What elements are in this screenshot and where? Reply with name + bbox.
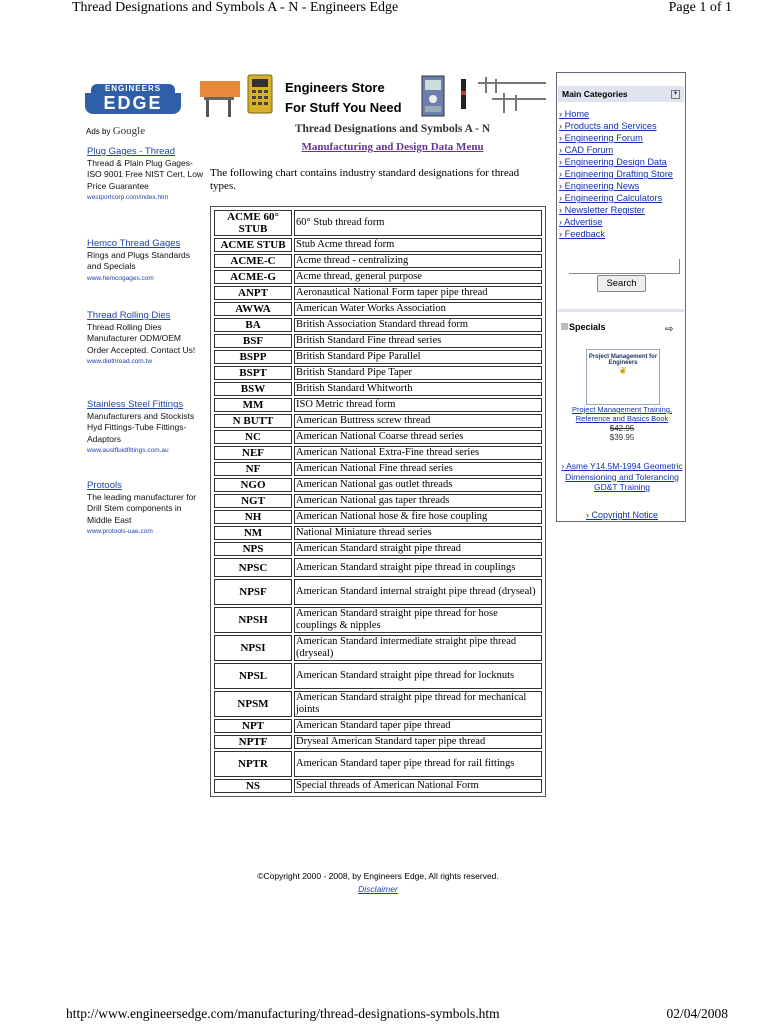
thread-row <box>214 494 542 508</box>
thread-row <box>214 414 542 428</box>
thread-description: American National Extra-Fine thread series <box>294 446 542 460</box>
thread-row <box>214 478 542 492</box>
copyright-notice-link[interactable]: › Copyright Notice <box>585 510 659 520</box>
logo-bottom-text: EDGE <box>85 93 181 114</box>
search-button[interactable]: Search <box>597 275 646 292</box>
thread-row <box>214 302 542 316</box>
design-data-menu-link[interactable]: Manufacturing and Design Data Menu <box>301 141 484 153</box>
thread-description: American Standard straight pipe thread for hose couplings & nipples <box>294 607 542 633</box>
engineers-edge-logo[interactable] <box>85 84 185 114</box>
ad-text: Rings and Plugs Standards and Specials <box>87 249 191 271</box>
category-list <box>559 108 685 240</box>
thread-row <box>214 446 542 460</box>
thread-description: American Standard taper pipe thread for rail fittings <box>294 751 542 777</box>
thread-row <box>214 526 542 540</box>
thread-description: American National hose & fire hose coupling <box>294 510 542 524</box>
google-brand: Google <box>112 125 146 137</box>
square-icon <box>561 323 568 330</box>
ad-item[interactable] <box>87 146 205 204</box>
copyright: ©Copyright 2000 - 2008, by Engineers Edge, All rights reserved. <box>257 871 499 881</box>
thread-row <box>214 779 542 793</box>
logo-top-text: ENGINEERS <box>91 84 175 93</box>
instrument-panel-icon <box>422 76 444 116</box>
thread-row <box>214 270 542 284</box>
leaf-icon: ❦ <box>618 366 628 377</box>
thread-row <box>214 607 542 633</box>
thread-code: BSW <box>214 382 292 396</box>
ad-url[interactable]: www.hemcogages.com <box>87 274 154 282</box>
thread-code: NPSF <box>214 579 292 605</box>
thread-description: Acme thread, general purpose <box>294 270 542 284</box>
book-cover-image[interactable] <box>586 349 660 405</box>
book-link[interactable]: Project Management Training, Reference and Basics Book <box>571 405 673 423</box>
thread-description: American Standard straight pipe thread for mechanical joints <box>294 691 542 717</box>
thread-row <box>214 254 542 268</box>
thread-description: American National gas outlet threads <box>294 478 542 492</box>
print-footer-date: 02/04/2008 <box>666 1006 728 1021</box>
category-home[interactable]: › Home <box>559 109 590 119</box>
thread-code: BSPP <box>214 350 292 364</box>
thread-description: 60° Stub thread form <box>294 210 542 236</box>
calculator-icon <box>248 75 272 113</box>
ad-url[interactable]: www.protools-uae.com <box>87 528 153 535</box>
ad-text: Manufacturers and Stockists Hyd Fittings-Tube Fittings-Adaptors <box>87 410 195 444</box>
thread-code: N BUTT <box>214 414 292 428</box>
ad-url[interactable]: www.austfluidfittings.com.au <box>87 447 169 454</box>
thread-row <box>214 430 542 444</box>
thread-code: NGT <box>214 494 292 508</box>
thread-code: ACME-C <box>214 254 292 268</box>
thread-code: MM <box>214 398 292 412</box>
thread-row <box>214 350 542 364</box>
thread-description: American Standard internal straight pipe thread (dryseal) <box>294 579 542 605</box>
thread-code: ACME STUB <box>214 238 292 252</box>
thread-row <box>214 318 542 332</box>
thread-description: American Standard straight pipe thread <box>294 542 542 556</box>
ad-title[interactable]: Protools <box>87 480 122 491</box>
ad-title[interactable]: Thread Rolling Dies <box>87 310 171 321</box>
store-line-2: For Stuff You Need <box>285 100 402 115</box>
print-header <box>72 0 732 20</box>
print-header-title: Thread Designations and Symbols A - N - Engineers Edge <box>72 0 399 15</box>
category-products[interactable]: › Products and Services <box>559 121 657 131</box>
calipers-icon <box>478 77 546 113</box>
category-forum[interactable]: › Engineering Forum <box>559 133 643 143</box>
store-line-1: Engineers Store <box>285 80 385 95</box>
book-title: Project Management for Engineers <box>588 354 658 366</box>
thread-row <box>214 635 542 661</box>
thread-description: British Association Standard thread form <box>294 318 542 332</box>
thread-description: Special threads of American National Form <box>294 779 542 793</box>
ad-text: Thread & Plain Plug Gages- ISO 9001 Free NIST Cert, Low Price Guarantee <box>87 157 204 191</box>
thread-code: NM <box>214 526 292 540</box>
category-cad-forum[interactable]: › CAD Forum <box>559 145 614 155</box>
page-title: Thread Designations and Symbols A - N <box>294 123 491 135</box>
intro-text: The following chart contains industry standard designations for thread types. <box>210 167 520 192</box>
ad-url[interactable]: www.diethread.com.tw <box>87 358 153 365</box>
collapse-icon[interactable]: + <box>671 90 680 99</box>
thread-description: Dryseal American Standard taper pipe thread <box>294 735 542 749</box>
thread-code: NPSL <box>214 663 292 689</box>
thread-row <box>214 663 542 689</box>
thread-description: American Standard straight pipe thread in couplings <box>294 558 542 577</box>
thread-code: NGO <box>214 478 292 492</box>
ad-item[interactable] <box>87 310 205 368</box>
thread-code: NEF <box>214 446 292 460</box>
thread-code: NC <box>214 430 292 444</box>
category-drafting-store[interactable]: › Engineering Drafting Store <box>559 169 673 179</box>
thread-description: Stub Acme thread form <box>294 238 542 252</box>
thread-code: NF <box>214 462 292 476</box>
ad-title[interactable]: Hemco Thread Gages <box>87 238 181 249</box>
thread-code: BSPT <box>214 366 292 380</box>
pen-icon <box>461 79 466 109</box>
sidebar-divider <box>558 309 684 312</box>
category-feedback[interactable]: › Feedback <box>559 229 605 239</box>
thread-description: British Standard Whitworth <box>294 382 542 396</box>
thread-code: NPT <box>214 719 292 733</box>
arrow-right-icon[interactable]: ⇨ <box>665 324 674 335</box>
disclaimer-link[interactable]: Disclaimer <box>358 884 398 894</box>
thread-row <box>214 366 542 380</box>
thread-code: NPTF <box>214 735 292 749</box>
thread-code: BSF <box>214 334 292 348</box>
thread-description: American Buttress screw thread <box>294 414 542 428</box>
thread-row <box>214 510 542 524</box>
main-categories-header <box>558 86 684 102</box>
thread-row <box>214 735 542 749</box>
ad-item[interactable] <box>87 238 205 284</box>
ad-title[interactable]: Plug Gages - Thread <box>87 146 176 157</box>
thread-designations-table <box>210 206 546 797</box>
thread-code: NPSH <box>214 607 292 633</box>
thread-row <box>214 382 542 396</box>
thread-description: British Standard Fine thread series <box>294 334 542 348</box>
category-advertise[interactable]: › Advertise <box>559 217 603 227</box>
category-design-data[interactable]: › Engineering Design Data <box>559 157 667 167</box>
thread-row <box>214 579 542 605</box>
thread-description: British Standard Pipe Taper <box>294 366 542 380</box>
thread-row <box>214 286 542 300</box>
thread-code: BA <box>214 318 292 332</box>
thread-description: Aeronautical National Form taper pipe thread <box>294 286 542 300</box>
thread-code: AWWA <box>214 302 292 316</box>
thread-description: National Miniature thread series <box>294 526 542 540</box>
thread-code: NH <box>214 510 292 524</box>
thread-row <box>214 334 542 348</box>
thread-row <box>214 558 542 577</box>
new-price: $39.95 <box>609 433 635 442</box>
thread-description: American Standard straight pipe thread for locknuts <box>294 663 542 689</box>
specials-heading: Specials <box>561 322 606 332</box>
thread-code: NPSI <box>214 635 292 661</box>
old-price: $42.95 <box>609 424 635 433</box>
thread-table-body <box>214 210 542 793</box>
thread-row <box>214 751 542 777</box>
sidebar <box>556 72 686 522</box>
thread-description: American Standard taper pipe thread <box>294 719 542 733</box>
store-text[interactable] <box>285 78 402 118</box>
thread-description: American National Fine thread series <box>294 462 542 476</box>
thread-code: ANPT <box>214 286 292 300</box>
thread-description: British Standard Pipe Parallel <box>294 350 542 364</box>
ads-by-google[interactable] <box>86 125 145 137</box>
ad-title[interactable]: Stainless Steel Fittings <box>87 399 184 410</box>
asme-training-link[interactable]: › Asme Y14.5M-1994 Geometric Dimensioning and Tolerancing GD&T Training <box>561 461 683 492</box>
thread-description: ISO Metric thread form <box>294 398 542 412</box>
thread-row <box>214 238 542 252</box>
thread-row <box>214 542 542 556</box>
thread-description: American National Coarse thread series <box>294 430 542 444</box>
category-newsletter[interactable]: › Newsletter Register <box>559 205 645 215</box>
thread-code: NS <box>214 779 292 793</box>
ad-item[interactable] <box>87 399 205 457</box>
main-categories-title: Main Categories <box>562 89 628 99</box>
thread-description: Acme thread - centralizing <box>294 254 542 268</box>
thread-code: ACME 60° STUB <box>214 210 292 236</box>
drafting-table-icon <box>200 81 240 117</box>
thread-code: NPS <box>214 542 292 556</box>
ad-item[interactable] <box>87 480 205 538</box>
ad-text: Thread Rolling Dies Manufacturer ODM/OEM Order Accepted. Contact Us! <box>87 321 196 355</box>
search-input[interactable] <box>569 259 680 274</box>
thread-code: NPTR <box>214 751 292 777</box>
thread-code: NPSC <box>214 558 292 577</box>
thread-description: American Standard intermediate straight pipe thread (dryseal) <box>294 635 542 661</box>
thread-code: NPSM <box>214 691 292 717</box>
thread-description: American Water Works Association <box>294 302 542 316</box>
print-page-number: Page 1 of 1 <box>668 0 732 15</box>
thread-row <box>214 210 542 236</box>
thread-row <box>214 462 542 476</box>
thread-row <box>214 719 542 733</box>
print-footer-url: http://www.engineersedge.com/manufacturing/thread-designations-symbols.htm <box>66 1006 500 1021</box>
ads-by-prefix: Ads by <box>86 127 111 136</box>
ad-text: The leading manufacturer for Drill Stem components in Middle East <box>87 491 197 525</box>
thread-code: ACME-G <box>214 270 292 284</box>
category-news[interactable]: › Engineering News <box>559 181 640 191</box>
thread-description: American National gas taper threads <box>294 494 542 508</box>
thread-row <box>214 398 542 412</box>
ad-url[interactable]: westportcorp.com/index.htm <box>87 194 169 201</box>
thread-row <box>214 691 542 717</box>
category-calculators[interactable]: › Engineering Calculators <box>559 193 663 203</box>
